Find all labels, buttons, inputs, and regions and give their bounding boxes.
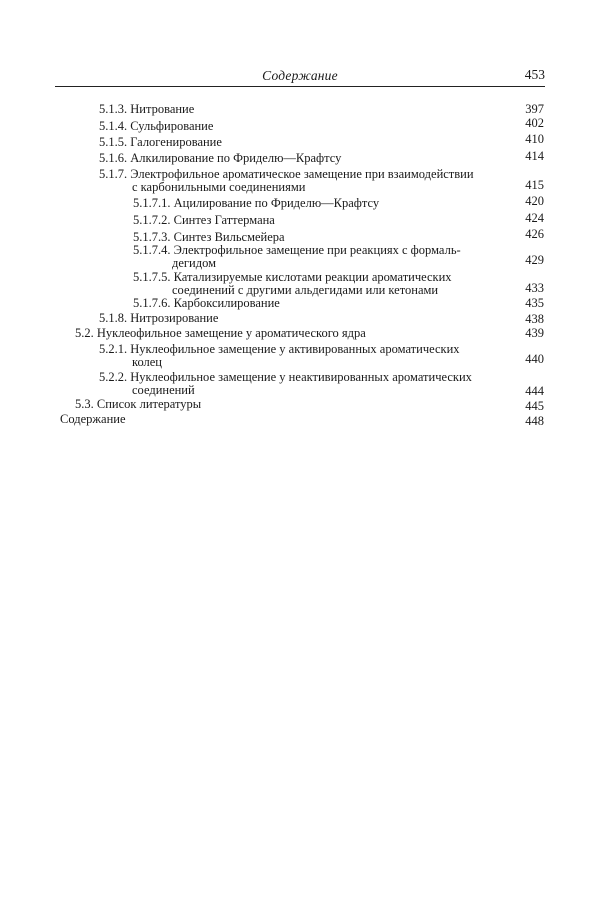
toc-entry [99,370,472,384]
toc-entry-number: 5.1.4. [99,119,128,133]
toc-entry-number: 5.2.1. [99,342,128,356]
toc-entry-title: Карбоксилирование [173,296,280,310]
toc-entry-page: 402 [525,116,544,130]
toc-entry-page: 440 [525,352,544,366]
toc-entry-page: 435 [525,296,544,310]
toc-entry-title: Сульфирование [130,119,214,133]
toc-entry [99,151,341,165]
toc-entry-title: Алкилирование по Фриделю—Крафтсу [130,151,342,165]
toc-entry-page: 429 [525,253,544,267]
toc-entry [133,213,275,227]
toc-entry-title: Нуклеофильное замещение у активированных ароматических [130,342,460,356]
toc-entry [99,102,194,116]
toc-entry [133,230,285,244]
toc-entry-page: 424 [525,211,544,225]
toc-entry-title: Содержание [60,412,126,426]
toc-entry-number: 5.1.7.3. [133,230,171,244]
toc-entry-title: Катализируемые кислотами реакции ароматических [173,270,452,284]
toc-entry-continuation: колец [132,355,162,369]
toc-entry-page: 397 [525,102,544,116]
toc-entry-page: 448 [525,414,544,428]
toc-entry-title: Синтез Вильсмейера [173,230,285,244]
toc-entry-number: 5.1.6. [99,151,128,165]
toc-entry-title: Электрофильное замещение при реакциях с формаль- [173,243,461,257]
toc-entry-title: Ацилирование по Фриделю—Крафтсу [173,196,380,210]
toc-entry-page: 414 [525,149,544,163]
toc-entry-number: 5.2. [75,326,94,340]
toc-entry [133,243,507,257]
toc-entry [99,342,460,356]
toc-entry [99,135,222,149]
running-title: Содержание [262,68,338,83]
toc-entry-number: 5.3. [75,397,94,411]
toc-entry-title: Нитрозирование [130,311,219,325]
toc-entry [99,311,218,325]
toc-entry-continuation: дегидом [172,256,217,270]
toc-entry-page: 433 [525,281,544,295]
toc-entry-number: 5.1.7.2. [133,213,171,227]
toc-entry-title: Список литературы [96,397,202,411]
toc-entry-page: 445 [525,399,544,413]
toc-entry-continuation: с карбонильными соединениями [132,180,306,194]
toc-entry-page: 420 [525,194,544,208]
toc-entry-number: 5.1.7.1. [133,196,171,210]
toc-entry [99,167,474,181]
toc-entry-page: 410 [525,132,544,146]
toc-entry [133,196,379,210]
toc-entry-continuation: соединений с другими альдегидами или кетонами [172,283,439,297]
toc-entry-page: 438 [525,312,544,326]
toc-entry-title: Нуклеофильное замещение у ароматического ядра [96,326,366,340]
toc-entry-page: 415 [525,178,544,192]
toc-entry-page: 439 [525,326,544,340]
toc-entry-page: 426 [525,227,544,241]
toc-entry [60,412,126,426]
toc-entry-number: 5.1.7.4. [133,243,171,257]
toc-entry [133,296,280,310]
toc-entry-title: Нитрование [130,102,195,116]
page-number: 453 [524,67,545,82]
toc-entry-title: Галогенирование [130,135,222,149]
toc-entry-number: 5.2.2. [99,370,128,384]
toc-entry-number: 5.1.7. [99,167,128,181]
toc-entry-number: 5.1.8. [99,311,128,325]
toc-entry-number: 5.1.7.6. [133,296,171,310]
toc-entry-number: 5.1.7.5. [133,270,171,284]
toc-entry-number: 5.1.3. [99,102,128,116]
toc-entry [133,270,452,284]
toc-entry-number: 5.1.5. [99,135,128,149]
toc-entry-title: Синтез Гаттермана [173,213,275,227]
toc-entry-title: Нуклеофильное замещение у неактивированных ароматических [130,370,472,384]
toc-entry-title: Электрофильное ароматическое замещение при взаимодействии [130,167,474,181]
toc-entry [99,119,213,133]
toc-entry [75,326,366,340]
toc-entry-continuation: соединений [132,383,195,397]
toc-entry [75,397,201,411]
toc-entry-page: 444 [525,384,544,398]
